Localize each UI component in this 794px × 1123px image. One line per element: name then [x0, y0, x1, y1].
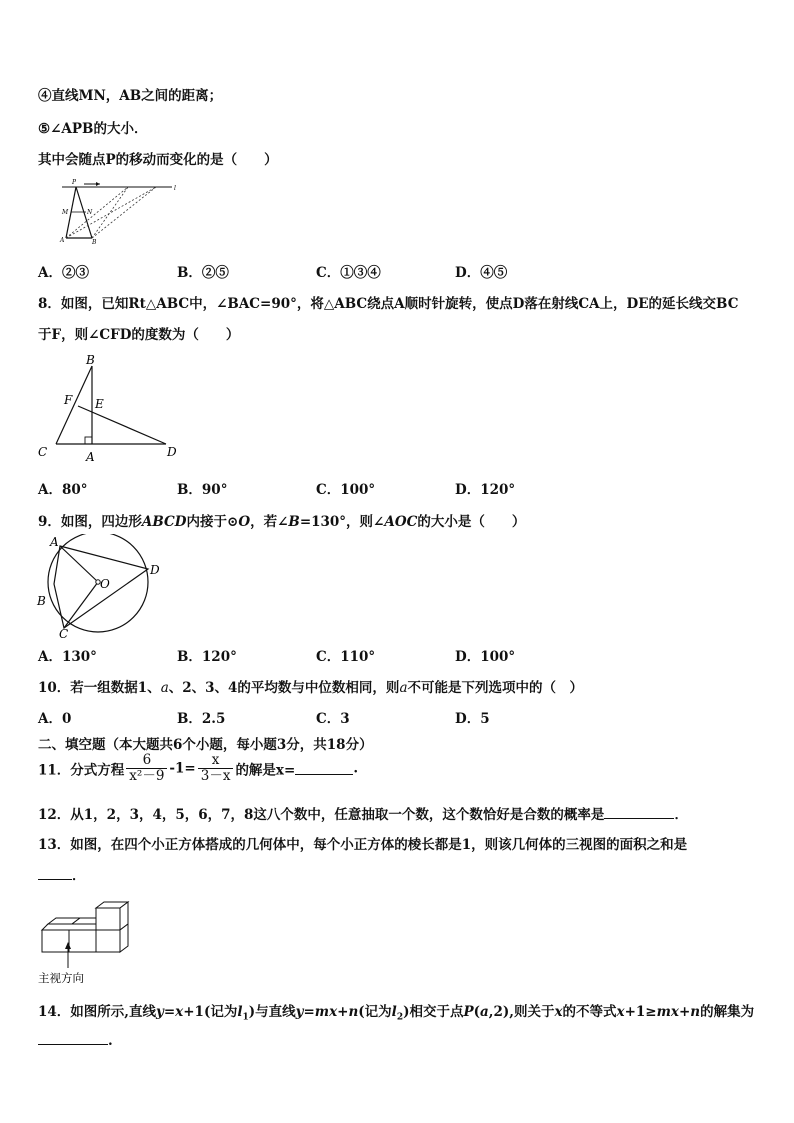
- q8-option-c[interactable]: C．100°: [316, 482, 376, 498]
- q9-label-b: B: [37, 594, 46, 608]
- q8-label-d: D: [167, 445, 177, 459]
- q9-option-b[interactable]: B．120°: [177, 649, 237, 665]
- q10-option-c[interactable]: C．3: [316, 711, 350, 727]
- q8-label-a: A: [86, 450, 95, 464]
- q8-line-2: 于F，则∠CFD的度数为（ ）: [38, 327, 240, 343]
- q7-option-c[interactable]: C．①③④: [316, 265, 381, 281]
- q9-option-a[interactable]: A．130°: [38, 649, 97, 665]
- q7-label-m: M: [62, 209, 69, 216]
- q9-figure: [34, 534, 164, 640]
- statement-5: ⑤∠APB的大小．: [38, 121, 148, 137]
- q7-option-d[interactable]: D．④⑤: [455, 265, 508, 281]
- q8-option-a[interactable]: A．80°: [38, 482, 88, 498]
- q9-label-c: C: [59, 627, 69, 640]
- q13-view-direction-label: 主视方向: [38, 971, 84, 985]
- q14-question: 14．如图所示,直线y=x+1(记为$l_1$)与直线y=mx+n(记为$l_2$)相交于点P(a,2),则关于x的不等式x+1≥mx+n的解集为: [38, 1004, 755, 1023]
- q9-label-o: O: [100, 577, 110, 591]
- q11-fraction-2: $\frac{x}{3-x}$: [198, 753, 234, 784]
- q14-line-2: .: [38, 1032, 113, 1049]
- q8-line-1: 8．如图，已知Rt△ABC中，∠BAC=90°，将△ABC绕点A顺时针旋转，使点D落在射线CA上，DE的延长线交BC: [38, 296, 739, 312]
- q7-options: [38, 261, 598, 281]
- q12-answer-blank[interactable]: [604, 806, 674, 819]
- q7-option-b[interactable]: B．②⑤: [177, 265, 229, 281]
- statement-4: ④直线MN，AB之间的距离；: [38, 88, 223, 104]
- q8-label-c: C: [38, 445, 48, 459]
- q7-label-n: N: [87, 209, 93, 216]
- q11-question: 11．分式方程 $\frac{6}{\text{x²－9}}$ -1= $\frac{x}{3-x}$ 的解是x= .: [38, 752, 359, 784]
- q14-answer-blank[interactable]: [38, 1032, 108, 1045]
- q10-option-d[interactable]: D．5: [455, 711, 490, 727]
- q7-figure: [56, 178, 180, 246]
- q9-options: [38, 645, 598, 665]
- q9-option-c[interactable]: C．110°: [316, 649, 376, 665]
- q7-label-b: B: [92, 239, 97, 246]
- q7-label-l: l: [174, 185, 176, 192]
- q7-label-p: P: [72, 179, 77, 186]
- q10-question: 10．若一组数据1、a、2、3、4的平均数与中位数相同，则a不可能是下列选项中的（ ）: [38, 680, 583, 696]
- q13-answer-blank[interactable]: [38, 867, 72, 880]
- q7-question: 其中会随点P的移动而变化的是（ ）: [38, 152, 278, 168]
- q9-option-d[interactable]: D．100°: [455, 649, 516, 665]
- q10-option-b[interactable]: B．2.5: [177, 711, 226, 727]
- q9-label-a: A: [50, 535, 59, 549]
- q11-fraction-1: $\frac{6}{\text{x²－9}}$: [126, 753, 167, 784]
- q13-figure: [34, 894, 134, 990]
- q9-question: 9．如图，四边形ABCD内接于⊙O，若∠B=130°，则∠AOC的大小是（ ）: [38, 514, 526, 530]
- q8-figure: [34, 348, 184, 466]
- q8-option-d[interactable]: D．120°: [455, 482, 516, 498]
- q9-label-d: D: [150, 563, 160, 577]
- q13-line-2: ．: [38, 864, 86, 884]
- q8-options: [38, 478, 598, 498]
- q10-options: [38, 707, 598, 727]
- q8-label-e: E: [95, 397, 104, 411]
- q12-question: 12．从1，2，3，4，5，6，7，8这八个数中，任意抽取一个数，这个数恰好是合数的概率是 ．: [38, 807, 688, 823]
- q10-option-a[interactable]: A．0: [38, 711, 72, 727]
- q7-label-a: A: [60, 237, 65, 244]
- q11-answer-blank[interactable]: [295, 762, 353, 775]
- q8-label-f: F: [64, 393, 73, 407]
- section-2-heading: 二、填空题（本大题共6个小题，每小题3分，共18分）: [38, 737, 373, 753]
- q8-label-b: B: [86, 353, 95, 367]
- q8-option-b[interactable]: B．90°: [177, 482, 228, 498]
- q13-line-1: 13．如图，在四个小正方体搭成的几何体中，每个小正方体的棱长都是1，则该几何体的三视图的面积之和是: [38, 837, 688, 853]
- q7-option-a[interactable]: A．②③: [38, 265, 89, 281]
